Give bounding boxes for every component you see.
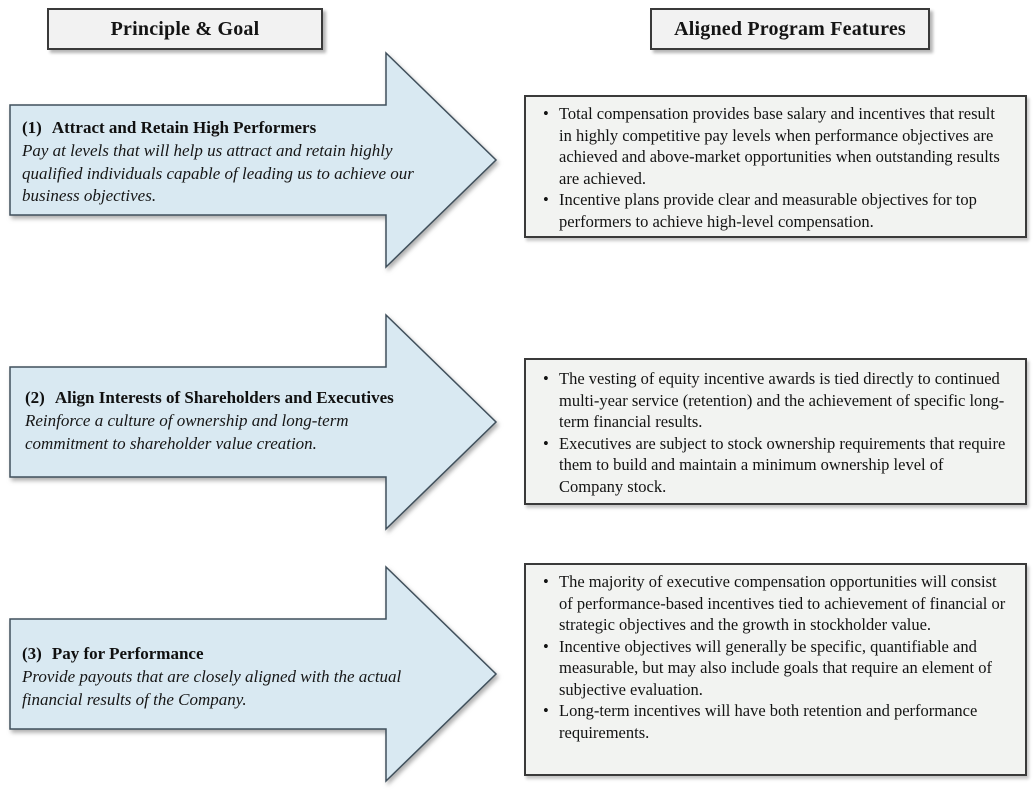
features-box-2 xyxy=(524,358,1027,505)
features-box-1 xyxy=(524,95,1027,238)
list-item xyxy=(538,700,1017,743)
bullet-icon: • xyxy=(543,104,549,123)
principle-row-1 xyxy=(22,117,452,208)
bullet-icon: • xyxy=(543,701,549,720)
principle-goal-text: Pay at levels that will help us attract and retain highly qualified individuals capable of leading us to achieve our business objectives. xyxy=(22,141,414,205)
feature-text: Long-term incentives will have both retention and performance requirements. xyxy=(559,701,978,742)
feature-text: Incentive plans provide clear and measurable objectives for top performers to achieve high-level compensation. xyxy=(559,190,977,231)
feature-text: Incentive objectives will generally be specific, quantifiable and measurable, but may also include goals that require an element of subjective evaluation. xyxy=(559,636,992,699)
principle-title-text: Pay for Performance xyxy=(51,644,204,663)
features-box-3 xyxy=(524,563,1027,776)
list-item xyxy=(538,189,1017,232)
feature-text: The majority of executive compensation opportunities will consist of performance-based incentives tied to achievement of financial or strategic objectives and the growth in stockholder value. xyxy=(559,572,1006,634)
list-item xyxy=(538,636,1017,701)
principle-number: (3) xyxy=(22,644,42,663)
feature-text: Executives are subject to stock ownership requirements that require them to build and maintain a minimum ownership level of Company stock. xyxy=(559,433,1006,496)
bullet-icon: • xyxy=(543,433,549,453)
bullet-icon: • xyxy=(543,636,549,656)
principle-number: (1) xyxy=(22,118,42,137)
principle-goal-text: Provide payouts that are closely aligned with the actual financial results of the Company. xyxy=(22,667,402,709)
aligned-program-features-header: Aligned Program Features xyxy=(650,8,930,50)
principle-title xyxy=(22,643,452,665)
bullet-icon: • xyxy=(543,369,549,388)
principle-title-text: Align Interests of Shareholders and Executives xyxy=(54,388,394,407)
list-item xyxy=(538,571,1017,636)
principle-title xyxy=(22,117,452,139)
list-item xyxy=(538,433,1017,498)
principle-row-2 xyxy=(25,387,475,455)
principle-title-text: Attract and Retain High Performers xyxy=(51,118,317,137)
principle-goal-text: Reinforce a culture of ownership and long-term commitment to shareholder value creation. xyxy=(25,411,349,453)
feature-text: Total compensation provides base salary and incentives that result in highly competitive pay levels when performance objectives are achieved and above-market opportunities when outstanding results are achieved. xyxy=(559,104,1000,188)
list-item xyxy=(538,368,1017,433)
principle-goal-header: Principle & Goal xyxy=(47,8,323,50)
principle-row-3 xyxy=(22,643,452,711)
principle-number: (2) xyxy=(25,388,45,407)
bullet-icon: • xyxy=(543,190,549,209)
feature-text: The vesting of equity incentive awards is tied directly to continued multi-year service (retention) and the achievement of specific long-term financial results. xyxy=(559,369,1005,431)
list-item xyxy=(538,103,1017,189)
bullet-icon: • xyxy=(543,572,549,591)
principle-title xyxy=(25,387,475,409)
